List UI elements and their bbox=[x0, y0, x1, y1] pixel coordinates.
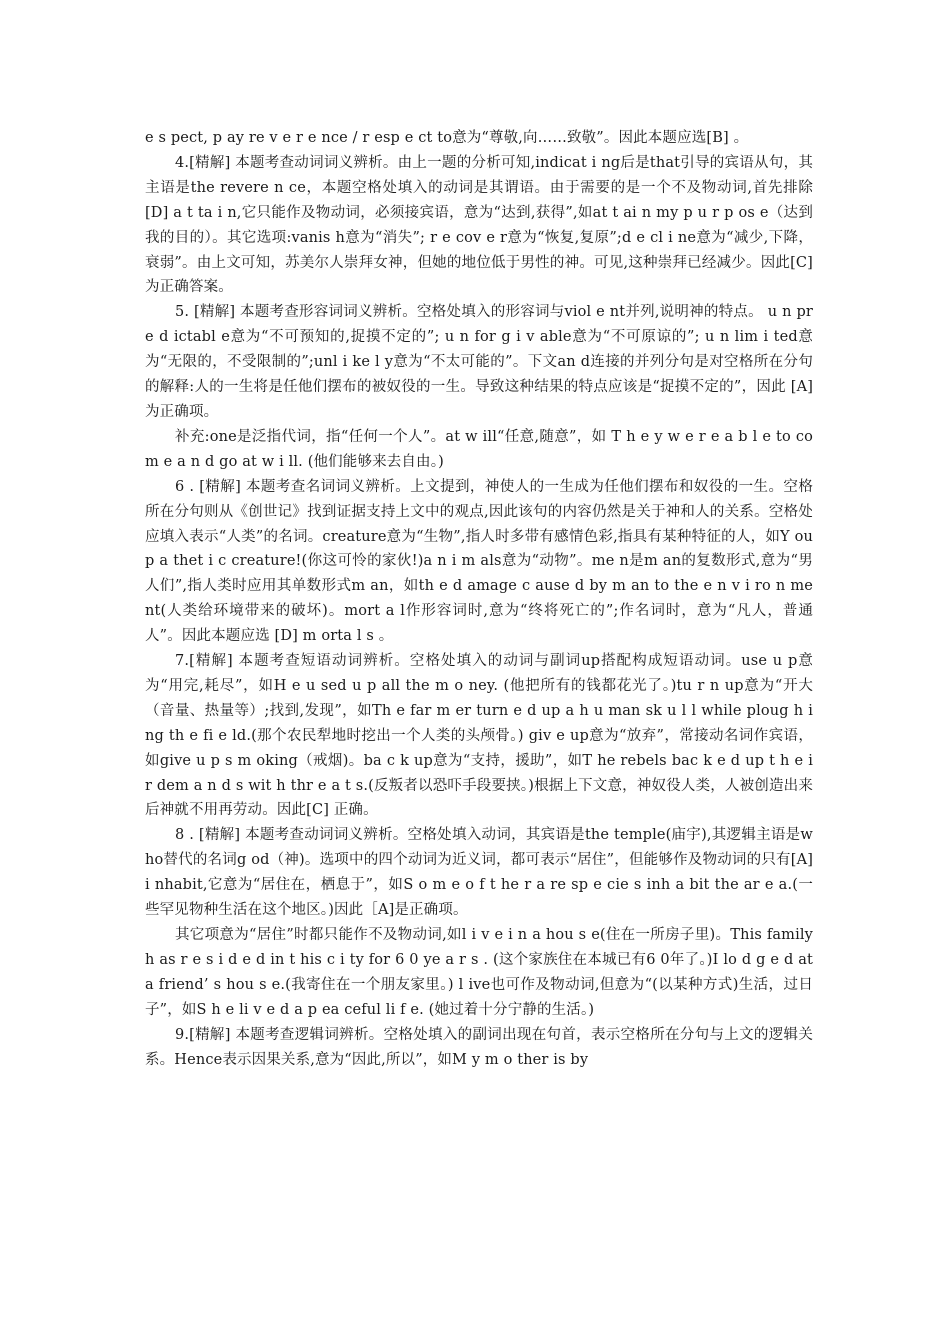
paragraph-answer-7: 7.[精解] 本题考查短语动词辨析。空格处填入的动词与副词up搭配构成短语动词。use u p意为“用完,耗尽”，如H e u sed u p all the m o ney. (他把所有的钱都花光了。)tu r n up意为“开大（音量、热量等）;找到,发现”，如Th e far m er turn e d up a h u man sk u l l while ploug h i ng th e fi e ld.(那个农民犁地时挖出一个人类的头颅骨。) giv e up意为“放弃”，常接动名词作宾语，如give u p s m oking（戒烟)。ba c k up意为“支持，援助”，如T he rebels bac k e d up t h e i r dem a n d s wit h thr e a t s.(反叛者以恐吓手段要挟。)根据上下文意，神奴役人类，人被创造出来后神就不用再劳动。因此[C] 正确。 bbox=[145, 653, 814, 819]
paragraph-3-continuation: e s pect, p ay re v e r e nce / r esp e ct to意为“尊敬,向……致敬”。因此本题应选[B] 。 bbox=[145, 130, 749, 146]
paragraph-answer-6: 6 . [精解] 本题考查名词词义辨析。上文提到，神使人的一生成为任他们摆布和奴役的一生。空格所在分句则从《创世记》找到证据支持上文中的观点,因此该句的内容仍然是关于神和人的关系。空格处应填入表示“人类”的名词。creature意为“生物”,指人时多带有感情色彩,指具有某种特征的人，如Y ou p a thet i c creature!(你这可怜的家伙!)a n i m als意为“动物”。me n是m an的复数形式,意为“男人们”,指人类时应用其单数形式m an，如th e d amage c ause d by m an to the e n v i ro n ment(人类给环境带来的破坏)。mort a l作形容词时,意为“终将死亡的”;作名词时，意为“凡人，普通人”。因此本题应选 [D] m orta l s 。 bbox=[145, 478, 813, 645]
paragraph-supplement-5: 补充:one是泛指代词，指“任何一个人”。at w ill“任意,随意”，如 T h e y w e r e a b l e to com e a n d go at w i ll. (他们能够来去自由。) bbox=[145, 428, 813, 470]
paragraph-answer-4: 4.[精解] 本题考查动词词义辨析。由上一题的分析可知,indicat i ng后是that引导的宾语从句，其主语是the revere n ce，本题空格处填入的动词是其谓语。由于需要的是一个不及物动词,首先排除[D] a t ta i n,它只能作及物动词，必须接宾语，意为“达到,获得”,如at t ai n my p u r p os e（达到我的目的）。其它选项:vanis h意为“消失”; r e cov e r意为“恢复,复原”;d e cl i ne意为“减少,下降，衰弱”。由上文可知，苏美尔人崇拜女神，但她的地位低于男性的神。可见,这种崇拜已经减少。因此[C]为正确答案。 bbox=[145, 154, 813, 296]
document-body bbox=[145, 126, 813, 1072]
paragraph-answer-5: 5. [精解] 本题考查形容词词义辨析。空格处填入的形容词与viol e nt并列,说明神的特点。 u n pre d ictabl e意为“不可预知的,捉摸不定的”; u n for g i v able意为“不可原谅的”; u n lim i ted意为“无限的，不受限制的”;unl i ke l y意为“不太可能的”。下文an d连接的并列分句是对空格所在分句的解释:人的一生将是任他们摆布的被奴役的一生。导致这种结果的特点应该是“捉摸不定的”，因此 [A]为正确项。 bbox=[145, 304, 813, 420]
paragraph-other-options-8: 其它项意为“居住”时都只能作不及物动词,如l i v e i n a hou s e(住在一所房子里)。This family h as r e s i d e d in t his c i ty for 6 0 ye a r s . (这个家族住在本城已有6 0年了。)I lo d g e d at a friend’ s hou s e.(我寄住在一个朋友家里。) l ive也可作及物动词,但意为“(以某种方式)生活，过日子”，如S h e li v e d a p ea ceful li f e. (她过着十分宁静的生活。) bbox=[145, 927, 813, 1018]
paragraph-answer-9: 9.[精解] 本题考查逻辑词辨析。空格处填入的副词出现在句首，表示空格所在分句与上文的逻辑关系。Hence表示因果关系,意为“因此,所以”，如M y m o ther is by bbox=[145, 1026, 813, 1068]
paragraph-answer-8: 8 . [精解] 本题考查动词词义辨析。空格处填入动词，其宾语是the temple(庙宇),其逻辑主语是who替代的名词g od（神)。选项中的四个动词为近义词，都可表示“居住”，但能够作及物动词的只有[A] i nhabit,它意为“居住在，栖息于”，如S o m e o f t he r a re sp e cie s inh a bit the ar e a.(一些罕见物种生活在这个地区。)因此［A]是正确项。 bbox=[145, 827, 813, 919]
